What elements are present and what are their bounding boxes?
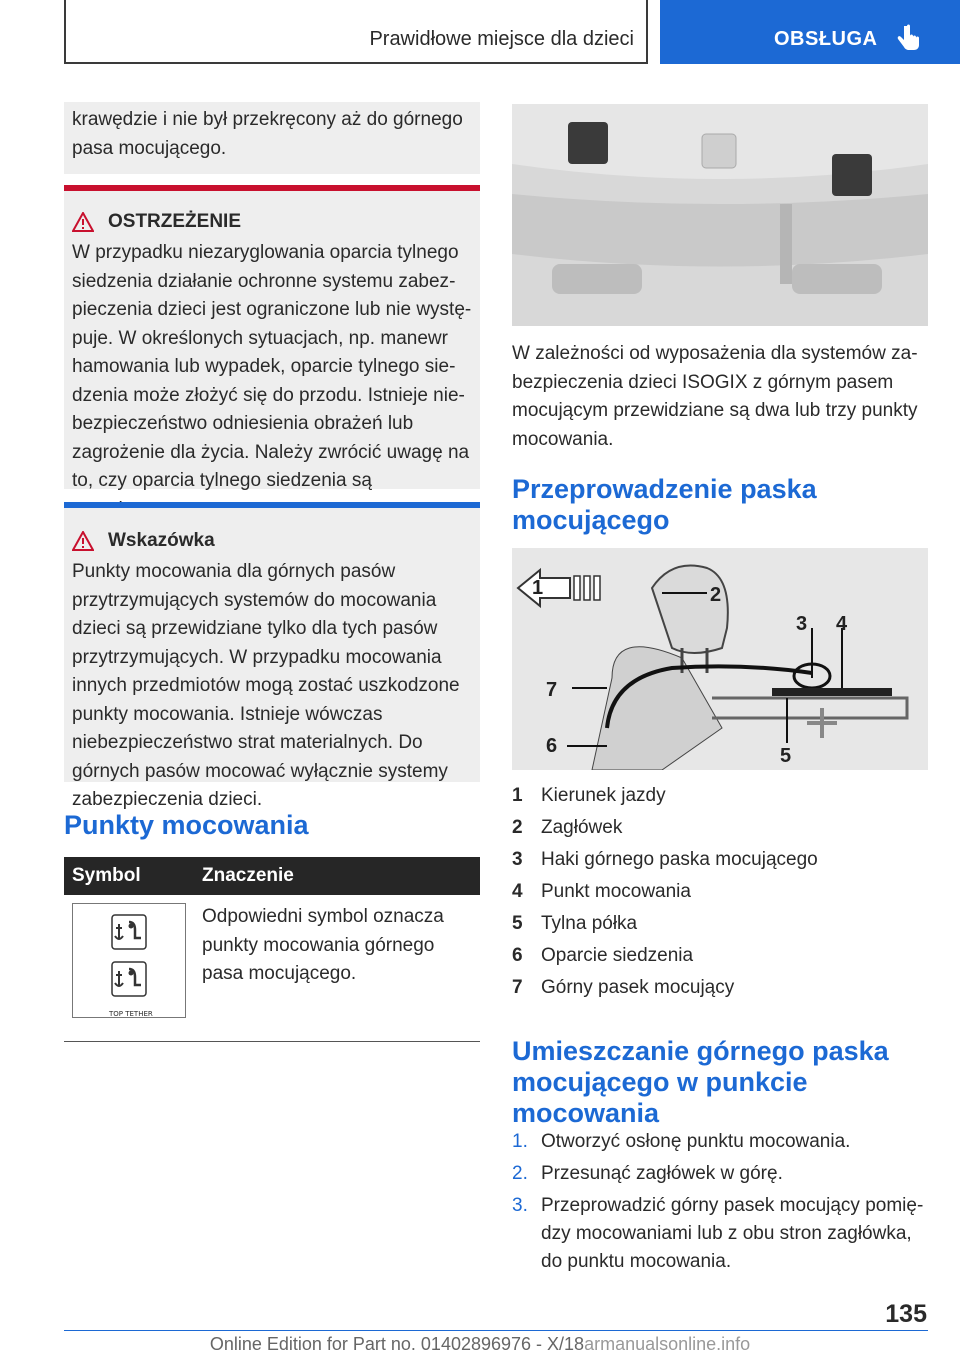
diagram-label-5: 5 [780,745,792,767]
note-box [64,508,480,810]
list-item: 3. Przeprowadzić górny pasek mocujący pomiędzy mocowaniami lub z obu stron zagłówka, do punktu mocowania. [512,1195,924,1272]
diagram-label-3: 3 [796,613,808,635]
warning-triangle-icon [72,212,94,232]
section-heading-placing: Umieszczanie górnego paska mocującego w punkcie mocowania [512,1036,889,1128]
list-item: 5 Tylna półka [512,913,638,934]
list-item: 7 Górny pasek mocujący [512,977,735,998]
photo-caption: W zależności od wyposażenia dla systemów zabezpieczenia dzieci ISOGIX z górnym pasem mocującym przewidziane są dwa lub trzy punkty mocowania. [512,343,918,450]
child-seat-anchor-icon [111,914,147,950]
diagram-label-1: 1 [532,577,544,599]
steps-list [512,1128,932,1280]
header-left-frame [64,0,648,64]
list-item: 3 Haki górnego paska mocującego [512,849,818,870]
list-item: 2 Zagłówek [512,817,623,838]
top-tether-label: TOP TETHER [109,1010,153,1018]
list-item: 1. Otworzyć osłonę punktu mocowania. [512,1131,851,1152]
list-item: 4 Punkt mocowania [512,881,691,902]
footer-text [0,1334,960,1355]
section-heading-anchor-points: Punkty mocowania [64,810,309,840]
table-header-meaning: Znaczenie [194,857,480,895]
rear-shelf-photo [512,104,928,326]
tether-diagram [512,548,928,770]
warning-triangle-icon [72,531,94,551]
footer-watermark: armanualsonline.info [584,1334,751,1354]
warning-text: W przypadku niezaryglowania oparcia tylnego siedzenia działanie ochronne systemu zabezpieczenia dzieci jest ograniczone lub nie występuje. W określonych sytuacjach, np. manewr hamowania lub wypadek, oparcie tylnego siedzenia może złożyć się do przodu. Istnieje niebezpieczeństwo odniesienia obrażeń lub zagrożenie dla życia. Należy zwrócić uwagę na to, czy oparcia tylnego siedzenia są [72,242,472,491]
list-item: 2. Przesunąć zagłówek w górę. [512,1163,783,1184]
section-label: OBSŁUGA [774,28,878,50]
diagram-legend [512,780,932,1004]
continuation-text: krawędzie i nie był przekręcony aż do górnego pasa mocującego. [72,109,463,159]
meaning-cell: Odpowiedni symbol oznacza punkty mocowania górnego pasa mocującego. [194,895,480,1042]
footer-divider [64,1330,928,1331]
page-title: Prawidłowe miejsce dla dzieci [369,28,634,50]
section-tab[interactable] [660,0,960,64]
list-item: 1 Kierunek jazdy [512,785,666,806]
warning-box [64,191,480,489]
symbol-table [64,857,480,1042]
continuation-box [64,102,480,174]
top-tether-icon [111,961,147,997]
symbol-frame [72,903,186,1018]
list-item: 6 Oparcie siedzenia [512,945,694,966]
diagram-label-4: 4 [836,613,848,635]
footer-edition: Online Edition for Part no. 01402896976 - X/18 [209,1334,585,1354]
diagram-label-7: 7 [546,679,558,701]
note-title-row [72,530,472,552]
note-title: Wskazówka [108,530,215,551]
table-header-symbol: Symbol [64,857,194,895]
warning-title: OSTRZEŻENIE [108,211,242,232]
diagram-label-2: 2 [710,584,722,606]
symbol-cell [64,895,194,1042]
diagram-label-6: 6 [546,735,558,757]
hand-pointer-icon [896,24,922,54]
section-heading-routing: Przeprowadzenie paska mocującego [512,474,817,535]
warning-title-row [72,211,472,233]
page-number: 135 [885,1300,927,1328]
table-row [64,895,480,1042]
note-text: Punkty mocowania dla górnych pasów przytrzymujących systemów do mocowania dzieci są przewidziane tylko dla tych pasów przytrzymujących. W przypadku mocowania innych przedmiotów mogą zostać uszkodzone punkty mocowania. Istnieje wówczas niebezpieczeństwo strat materialnych. Do górnych pasów mocować wyłącznie systemy zabezpieczenia dzieci. [72,561,460,810]
